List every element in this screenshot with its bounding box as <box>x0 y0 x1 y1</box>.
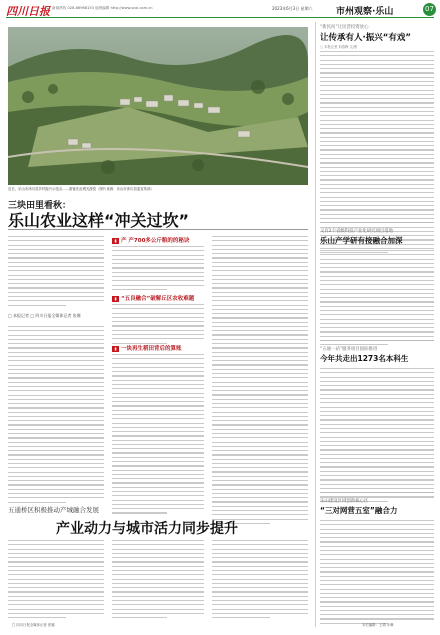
lead-body-col1c <box>112 354 204 517</box>
right-story-3-title: 今年共走出1273名本科生 <box>320 354 409 363</box>
right-rule-1 <box>320 222 434 223</box>
lead-body-col1b <box>112 304 204 347</box>
second-body-col1 <box>8 540 104 621</box>
lead-body-col1a <box>112 246 204 293</box>
page-number: 07 <box>423 3 436 16</box>
right-story-4-title: “三对网营五室”融合力 <box>320 506 398 515</box>
right-story-2-text <box>320 250 434 348</box>
section-heading-1: ▮ 产 产700多公斤粮的的秘诀 <box>112 236 189 244</box>
lead-headline: 乐山农业这样“冲关过坎” <box>8 211 190 230</box>
right-rule-2 <box>320 340 434 341</box>
page-footer-note: 本栏编辑：王婧 车琳 <box>362 623 394 627</box>
right-story-2-kicker: 又有2个省级科技产业化研究项目落地 <box>320 229 394 234</box>
right-story-1-byline: □ 本报记者 刘春梅 文/图 <box>320 45 358 49</box>
masthead-rule <box>6 17 434 18</box>
second-headline: 产业动力与城市活力同步提升 <box>56 521 238 537</box>
right-story-1-title: 让传承有人·振兴“有戏” <box>320 33 411 43</box>
lead-left-text <box>8 326 104 506</box>
right-story-1-kicker: “新民问”让民营投资放心 <box>320 25 369 30</box>
right-story-1-text <box>320 51 434 257</box>
right-rule-3 <box>320 492 434 493</box>
right-story-2-title: 乐山产学研有接融合加深 <box>320 236 403 245</box>
issue-date: 2023年6月3日 星期六 <box>272 6 313 11</box>
newspaper-logo: 四川日报 <box>6 5 50 18</box>
second-body-col3 <box>212 540 308 621</box>
headline-rule <box>8 229 308 230</box>
right-story-3-text <box>320 368 434 505</box>
section-heading-3: ▮ 一块再生稻田背后的算账 <box>112 344 182 352</box>
lead-kicker: 三块田里看秋： <box>8 201 72 211</box>
second-subhead: 五通桥区积极推动产城融合发展 <box>8 506 99 514</box>
lead-photo <box>8 27 308 185</box>
right-story-4-text <box>320 520 434 627</box>
lead-body-col2 <box>212 236 308 527</box>
right-story-4-kicker: 乐山建设区域创新核心区 <box>320 499 369 504</box>
lead-byline: □ 本报记者 □ 四川日报全媒体记者 张娜 <box>8 313 81 318</box>
photo-caption: 近日，乐山市沐川县乡村振兴示范点……游客在此观光游览（图片来源：乐山市沐川县委宣传部） <box>8 187 154 191</box>
lead-intro-text <box>8 236 104 309</box>
second-body-col2 <box>112 540 204 621</box>
column-separator <box>315 22 316 627</box>
right-story-3-kicker: “五通一站”服务项目国际推进 <box>320 347 378 352</box>
column-title: 市州观察·乐山 <box>336 7 394 17</box>
second-byline: □ 四川日报全媒体记者 张娜 <box>12 623 55 627</box>
masthead-info: 新闻热线 028-86968153 值班编辑 http://www.scol.com.cn <box>52 6 153 10</box>
section-heading-2: ▮ “五良融合”破解丘区农收难题 <box>112 294 194 302</box>
masthead <box>6 3 436 17</box>
